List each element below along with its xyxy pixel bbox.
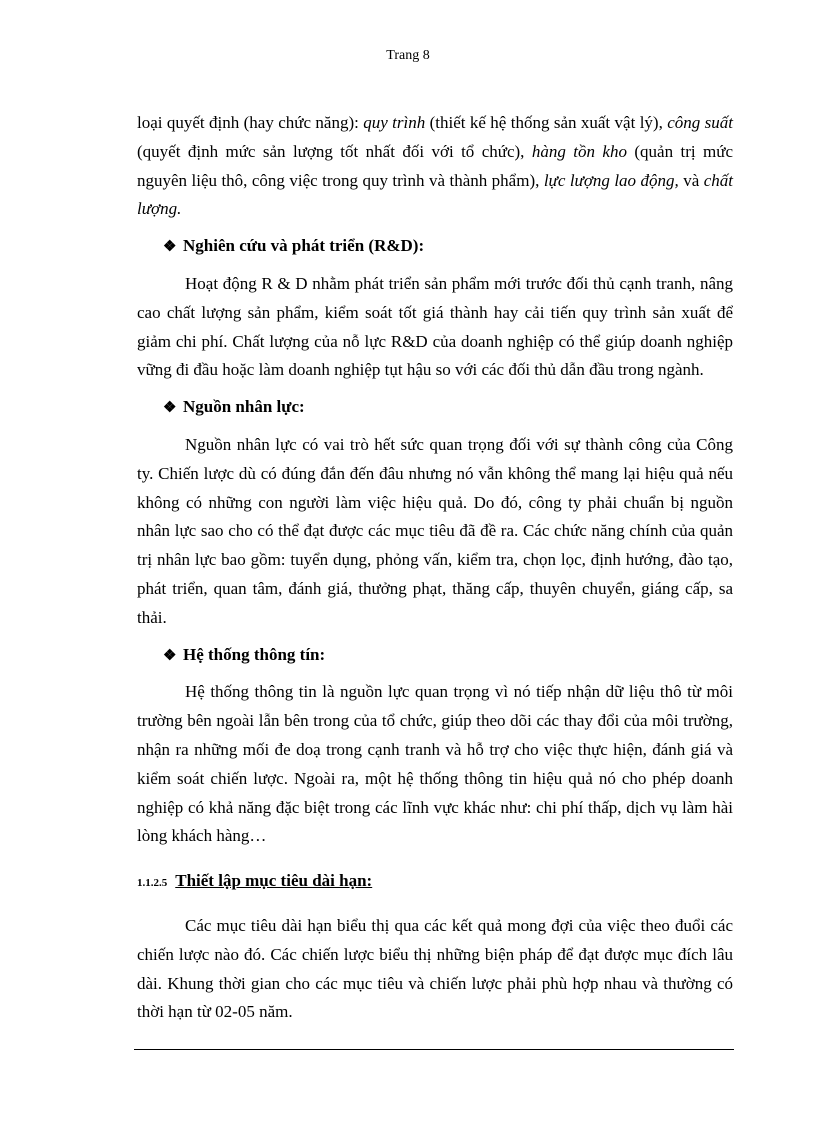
diamond-bullet-icon: ❖ — [163, 400, 177, 417]
footer-divider — [134, 1049, 734, 1050]
intro-text-2: (thiết kế hệ thống sản xuất vật lý), — [425, 113, 668, 132]
intro-text-3: (quyết định mức sản lượng tốt nhất đối với tổ chức), — [137, 141, 532, 161]
diamond-bullet-icon: ❖ — [163, 239, 177, 256]
intro-term-capacity: công suất — [667, 113, 733, 132]
section-body-info-system: Hệ thống thông tin là nguồn lực quan trọng vì nó tiếp nhận dữ liệu thô từ môi trường bên ngoài lẫn bên trong của tổ chức, giúp theo dõi các thay đổi của môi trường, nhận ra những mối đe doạ trong cạnh tranh và hỗ trợ cho việc thực hiện, đánh giá và kiểm soát chiến lược. Ngoài ra, một hệ thống thông tin hiệu quả nó cho phép doanh nghiệp có khả năng đặc biệt trong các lĩnh vực khác như: chi phí thấp, dịch vụ làm hài lòng khách hàng… — [137, 682, 733, 846]
section-heading-label: Nguồn nhân lực: — [183, 397, 305, 417]
subsection-body: Các mục tiêu dài hạn biểu thị qua các kết quả mong đợi của việc theo đuổi các chiến lược nào đó. Các chiến lược biểu thị những biện pháp để đạt được mục đích lâu dài. Khung thời gian cho các mục tiêu và chiến lược phải phù hợp nhau và thường có thời hạn từ 02-05 năm. — [137, 915, 733, 1022]
intro-text-1: loại quyết định (hay chức năng): — [137, 113, 364, 132]
section-heading-hr — [163, 393, 733, 423]
section-body-rnd: Hoạt động R & D nhằm phát triển sản phẩm mới trước đối thủ cạnh tranh, nâng cao chất lượng sản phẩm, kiểm soát tốt giá thành hay cải tiến quy trình sản xuất để giảm chi phí. Chất lượng của nỗ lực R&D của doanh nghiệp có thể giúp doanh nghiệp vững đi đầu hoặc làm doanh nghiệp tụt hậu so với các đối thủ dẫn đầu trong ngành. — [137, 273, 733, 380]
intro-term-quality: chất lượng. — [137, 170, 733, 219]
page-body — [137, 109, 733, 1027]
subsection-number: 1.1.2.5 — [137, 877, 168, 890]
section-body-hr: Nguồn nhân lực có vai trò hết sức quan trọng đối với sự thành công của Công ty. Chiến lược dù có đúng đắn đến đâu nhưng nó vẫn không thể mang lại hiệu quả nếu không có những con người làm việc hiệu quả. Do đó, công ty phải chuẩn bị nguồn nhân lực sao cho có thể đạt được các mục tiêu đã đề ra. Các chức năng chính của quản trị nhân lực bao gồm: tuyển dụng, phỏng vấn, kiểm tra, chọn lọc, định hướng, đào tạo, phát triển, quan tâm, đánh giá, thưởng phạt, thăng cấp, thuyên chuyển, giáng cấp, sa thải. — [137, 434, 733, 627]
intro-paragraph — [137, 109, 733, 224]
intro-term-workforce: lực lượng lao động, — [543, 170, 679, 190]
page-number: Trang 8 — [386, 48, 430, 63]
subsection-title: Thiết lập mục tiêu dài hạn: — [175, 871, 373, 891]
section-heading-info-system — [163, 641, 733, 671]
diamond-bullet-icon: ❖ — [163, 647, 177, 664]
intro-term-inventory: hàng tồn kho — [531, 141, 627, 161]
section-heading-label: Hệ thống thông tín: — [183, 644, 326, 664]
subsection-heading — [137, 867, 733, 898]
section-heading-label: Nghiên cứu và phát triển (R&D): — [183, 236, 425, 256]
intro-text-5: và — [678, 170, 704, 190]
intro-term-process: quy trình — [363, 113, 426, 132]
intro-text-4: (quản trị mức nguyên liệu thô, công việc trong quy trình và thành phẩm), — [137, 141, 733, 190]
section-heading-rnd — [163, 232, 733, 262]
